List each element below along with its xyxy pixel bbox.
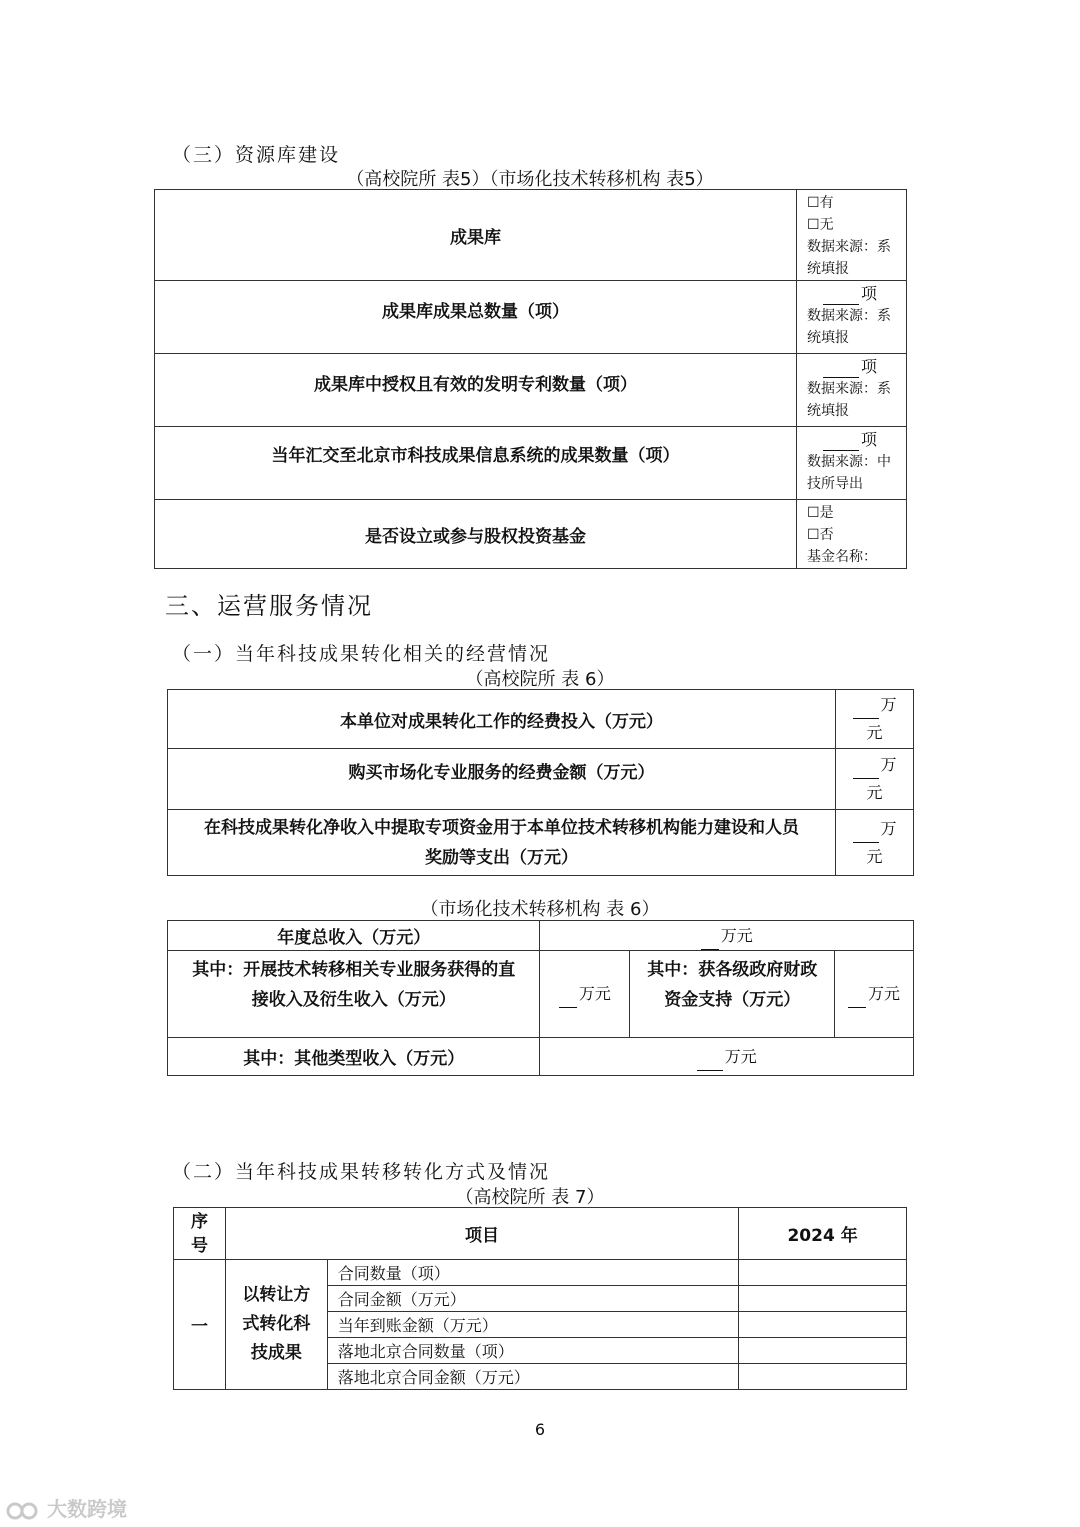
group-seq: 一	[174, 1260, 226, 1390]
table-row	[168, 951, 914, 1038]
row-label-line: 接收入及衍生收入（万元）	[251, 990, 456, 1010]
unit-text: 万	[880, 695, 897, 714]
table5-caption: （高校院所 表5）（市场化技术转移机构 表5）	[346, 169, 714, 190]
data-source-text: 统填报	[807, 330, 850, 346]
checkbox-no[interactable]: ☐否	[807, 527, 834, 543]
unit-text: 万	[880, 755, 897, 774]
blank-field[interactable]	[697, 1069, 723, 1071]
table6-market-agencies	[167, 920, 914, 1076]
blank-field[interactable]	[848, 1006, 866, 1008]
checkbox-yes[interactable]: ☐是	[807, 505, 834, 521]
year-value-cell[interactable]	[739, 1286, 907, 1312]
row-label-line: 其中：开展技术转移相关专业服务获得的直	[192, 960, 516, 980]
column-header-year: 2024 年	[739, 1208, 907, 1260]
row-value	[540, 1038, 914, 1076]
year-value-cell[interactable]	[739, 1260, 907, 1286]
table-row	[155, 354, 907, 427]
blank-field[interactable]	[853, 777, 879, 779]
row-label: 本单位对成果转化工作的经费投入（万元）	[168, 690, 836, 749]
watermark	[6, 1493, 127, 1522]
unit-text: 万元	[868, 984, 901, 1003]
data-source-text: 数据来源：中	[807, 454, 892, 470]
year-value-cell[interactable]	[739, 1338, 907, 1364]
row-label: 成果库	[155, 190, 797, 281]
section-heading-resource-library: （三）资源库建设	[172, 144, 341, 166]
group-name-line: 式转化科	[242, 1314, 311, 1334]
table7-caption: （高校院所 表 7）	[455, 1187, 605, 1208]
column-header-seq	[174, 1208, 226, 1260]
data-source-text: 技所导出	[807, 476, 864, 492]
row-label: 当年汇交至北京市科技成果信息系统的成果数量（项）	[155, 427, 797, 500]
row-value	[797, 190, 907, 281]
unit-text: 元	[866, 846, 883, 866]
table6a-caption: （高校院所 表 6）	[465, 669, 615, 690]
table-row	[155, 500, 907, 569]
row-value	[797, 427, 907, 500]
year-value-cell[interactable]	[739, 1312, 907, 1338]
item-label: 合同金额（万元）	[327, 1286, 738, 1312]
blank-field[interactable]	[559, 1006, 577, 1008]
table6-universities	[167, 689, 914, 876]
unit-text: 元	[866, 723, 883, 742]
table-row	[155, 427, 907, 500]
row-value	[540, 921, 914, 951]
table-row	[174, 1260, 907, 1286]
table-header-row	[174, 1208, 907, 1260]
row-label	[630, 951, 835, 1038]
group-name-line: 以转让方	[242, 1285, 311, 1305]
item-label: 当年到账金额（万元）	[327, 1312, 738, 1338]
data-source-text: 数据来源：系	[807, 239, 892, 255]
item-label: 落地北京合同金额（万元）	[327, 1364, 738, 1390]
row-label-line: 资金支持（万元）	[664, 990, 801, 1010]
item-label: 合同数量（项）	[327, 1260, 738, 1286]
row-label: 成果库成果总数量（项）	[155, 281, 797, 354]
table-row	[168, 810, 914, 876]
unit-text: 项	[861, 357, 878, 376]
unit-text: 万元	[720, 925, 753, 945]
data-source-text: 数据来源：系	[807, 308, 892, 324]
group-name-line: 技成果	[250, 1343, 302, 1363]
data-source-text: 数据来源：系	[807, 381, 892, 397]
row-label	[168, 810, 836, 876]
header-text: 号	[190, 1235, 208, 1256]
checkbox-yes[interactable]: ☐有	[807, 195, 834, 211]
unit-text: 万元	[724, 1046, 757, 1066]
unit-text: 万元	[578, 984, 611, 1003]
table-row	[168, 749, 914, 810]
checkbox-no[interactable]: ☐无	[807, 217, 834, 233]
table7	[173, 1207, 907, 1390]
item-label: 落地北京合同数量（项）	[327, 1338, 738, 1364]
group-name	[225, 1260, 327, 1390]
year-value-cell[interactable]	[739, 1364, 907, 1390]
row-label-line: 奖励等支出（万元）	[425, 847, 579, 868]
fund-name-label: 基金名称：	[807, 549, 878, 565]
unit-text: 项	[861, 430, 878, 449]
row-label-line: 在科技成果转化净收入中提取专项资金用于本单位技术转移机构能力建设和人员	[204, 817, 800, 838]
data-source-text: 统填报	[807, 403, 850, 419]
table-row	[155, 281, 907, 354]
section-heading-operations: （一）当年科技成果转化相关的经营情况	[172, 643, 551, 665]
header-text: 序	[190, 1211, 208, 1232]
row-value	[797, 500, 907, 569]
row-label: 购买市场化专业服务的经费金额（万元）	[168, 749, 836, 810]
row-value	[836, 690, 914, 749]
section-heading-transfer-methods: （二）当年科技成果转移转化方式及情况	[172, 1161, 551, 1183]
row-label: 其中：其他类型收入（万元）	[168, 1038, 540, 1076]
row-value	[797, 281, 907, 354]
row-value	[797, 354, 907, 427]
row-value	[540, 951, 630, 1038]
table6b-caption: （市场化技术转移机构 表 6）	[420, 899, 660, 920]
data-source-text: 统填报	[807, 261, 850, 277]
watermark-text: 大数跨境	[46, 1497, 127, 1521]
row-value	[835, 951, 914, 1038]
row-label: 成果库中授权且有效的发明专利数量（项）	[155, 354, 797, 427]
unit-text: 万	[880, 818, 897, 838]
row-value	[836, 810, 914, 876]
watermark-logo-icon	[6, 1500, 40, 1522]
blank-field[interactable]	[853, 717, 879, 719]
row-label: 是否设立或参与股权投资基金	[155, 500, 797, 569]
table-row	[155, 190, 907, 281]
table-row	[168, 1038, 914, 1076]
unit-text: 元	[866, 783, 883, 802]
blank-field[interactable]	[853, 841, 879, 843]
column-header-item: 项目	[225, 1208, 738, 1260]
table5	[154, 189, 907, 569]
blank-field[interactable]	[701, 948, 719, 950]
row-label: 年度总收入（万元）	[168, 921, 540, 951]
row-label	[168, 951, 540, 1038]
table-row	[168, 921, 914, 951]
row-label-line: 其中：获各级政府财政	[647, 960, 818, 980]
part3-heading: 三、运营服务情况	[165, 592, 373, 620]
table-row	[168, 690, 914, 749]
row-value	[836, 749, 914, 810]
unit-text: 项	[861, 284, 878, 303]
page-number: 6	[534, 1420, 546, 1439]
